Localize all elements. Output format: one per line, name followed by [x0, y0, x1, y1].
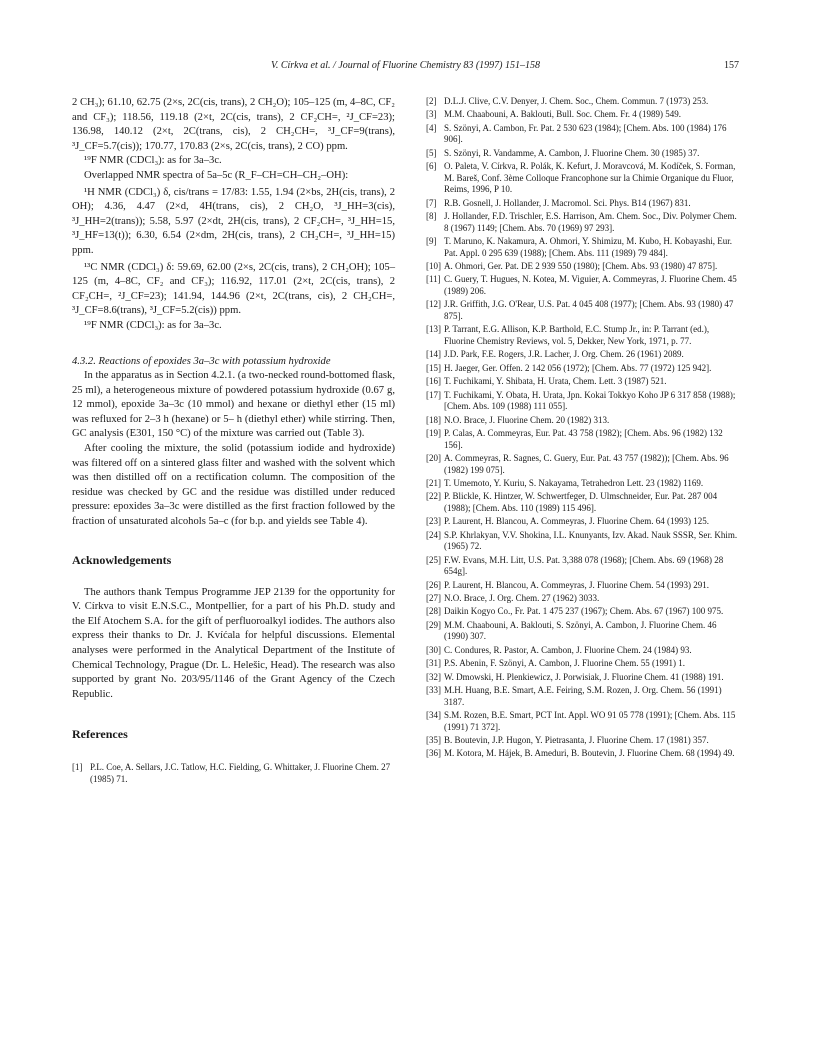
- running-title: V. Církva et al. / Journal of Fluorine Chemistry 83 (1997) 151–158: [271, 60, 540, 71]
- reference-number: [24]: [426, 529, 441, 540]
- left-column: [72, 96, 395, 786]
- f19-nmr-line-2: ¹⁹F NMR (CDCl₃): as for 3a–3c.: [84, 319, 222, 331]
- reference-number: [19]: [426, 427, 441, 438]
- reference-item: [426, 645, 739, 657]
- acknowledgements-text: The authors thank Tempus Programme JEP 2139 for the opportunity for V. Církva to visit E.N.S.C., Montpellier, for a part of his Ph.D. study and the Elf Atochem S.A. for the gift of perfluoroalkyl iodides. The authors also express their thanks to Dr. J. Kvíćala for helpful discussions. Elemental analyses were performed in the Analytical Department of the Institute of Chemical Technology, Prague (Dr. L. Helešic, Head). The research was also supported by grant No. 203/95/1146 of the Grant Agency of the Czech Republic.: [72, 586, 395, 700]
- page-number: 157: [724, 60, 739, 71]
- reference-item: [426, 349, 739, 361]
- reference-number: [30]: [426, 644, 441, 655]
- reference-number: [15]: [426, 362, 441, 373]
- reference-item: [426, 324, 739, 347]
- reference-item: [426, 672, 739, 684]
- reference-item: [426, 685, 739, 708]
- reference-text: P. Calas, A. Commeyras, Eur. Pat. 43 758 (1982); [Chem. Abs. 96 (1982) 132 156].: [444, 427, 723, 450]
- reference-text: P.S. Abenin, F. Szönyi, A. Cambon, J. Fluorine Chem. 55 (1991) 1.: [444, 658, 686, 669]
- reference-number: [7]: [426, 197, 437, 208]
- reference-text: S. Szönyi, R. Vandamme, A. Cambon, J. Fluorine Chem. 30 (1985) 37.: [444, 147, 700, 158]
- reference-text: P. Laurent, H. Blancou, A. Commeyras, J. Fluorine Chem. 64 (1993) 125.: [444, 516, 709, 527]
- reference-number: [3]: [426, 109, 437, 120]
- reference-number: [33]: [426, 685, 441, 696]
- reference-text: B. Boutevin, J.P. Hugon, Y. Pietrasanta, J. Fluorine Chem. 17 (1981) 357.: [444, 734, 709, 745]
- reference-item: [426, 390, 739, 413]
- c13-nmr-paragraph: ¹³C NMR (CDCl₃) δ: 59.69, 62.00 (2×s, 2C(cis, trans), 2 CH₂OH); 105–125 (m, 4–8C, CF₂ and CF₃); 116.92, 117.01 (2×t, 2C(cis, trans), 2 CF₂CH=, ²J_CF=23); 141.94, 144.96 (2×t, 2C(trans, cis), 2 CH₂CH=, ³J_CF=8.6(trans), ³J_CF=5.2(cis)) ppm.: [72, 261, 395, 317]
- reference-text: T. Fuchikami, Y. Shibata, H. Urata, Chem. Lett. 3 (1987) 521.: [444, 376, 667, 387]
- reference-number: [36]: [426, 748, 441, 759]
- reference-item: [426, 211, 739, 234]
- reference-item: [426, 593, 739, 605]
- reference-number: [20]: [426, 452, 441, 463]
- reference-number: [13]: [426, 324, 441, 335]
- reference-item: [426, 123, 739, 146]
- running-header: [72, 60, 739, 74]
- reference-text: N.O. Brace, J. Fluorine Chem. 20 (1982) 313.: [444, 414, 610, 425]
- reference-item: [426, 748, 739, 760]
- reference-number: [11]: [426, 274, 441, 285]
- reference-text: T. Fuchikami, Y. Obata, H. Urata, Jpn. Kokai Tokkyo Koho JP 6 317 858 (1988); [Chem. Abs. 109 (1988) 111 055].: [444, 389, 736, 412]
- reference-text: Daikin Kogyo Co., Fr. Pat. 1 475 237 (1967); Chem. Abs. 67 (1967) 100 975.: [444, 606, 724, 617]
- reference-item: [426, 428, 739, 451]
- reference-text: C. Guery, T. Hugues, N. Kotea, M. Viguier, A. Commeyras, J. Fluorine Chem. 45 (1989) 206.: [444, 274, 737, 297]
- reference-text: M.M. Chaabouni, A. Baklouti, S. Szönyi, A. Cambon, J. Fluorine Chem. 46 (1990) 307.: [444, 619, 717, 642]
- procedure-paragraph: In the apparatus as in Section 4.2.1. (a two-necked round-bottomed flask, 25 ml), a heterogeneous mixture of powdered potassium hydroxide (0.67 g, 12 mmol), epoxide 3a–3c (10 mmol) and hexane or diethyl ether (15 ml) was refluxed for 2–3 h (hexane) or 5– h (diethyl ether) while stirring. Then, GC analysis (E301, 150 °C) of the mixture was carried out (Table 3).: [72, 370, 395, 440]
- reference-text: W. Dmowski, H. Plenkiewicz, J. Porwisiak, J. Fluorine Chem. 41 (1988) 191.: [444, 671, 724, 682]
- reference-item: [426, 148, 739, 160]
- reference-item: [426, 261, 739, 273]
- reference-text: F.W. Evans, M.H. Litt, U.S. Pat. 3,388 078 (1968); [Chem. Abs. 69 (1968) 28 654g].: [444, 554, 724, 577]
- reference-number: [35]: [426, 734, 441, 745]
- reference-number: [21]: [426, 477, 441, 488]
- reference-text: M.H. Huang, B.E. Smart, A.E. Feiring, S.M. Rozen, J. Org. Chem. 56 (1991) 3187.: [444, 685, 722, 707]
- reference-item: [426, 363, 739, 375]
- reference-number: [29]: [426, 619, 441, 630]
- reference-number: [18]: [426, 414, 441, 425]
- reference-item: [426, 478, 739, 490]
- reference-text: S.P. Khrlakyan, V.V. Shokina, I.L. Knunyants, Izv. Akad. Nauk SSSR, Ser. Khim. (1965) 72.: [444, 529, 738, 552]
- reference-number: [16]: [426, 376, 441, 387]
- reference-item: [426, 491, 739, 514]
- reference-text: M. Kotora, M. Hájek, B. Ameduri, B. Boutevin, J. Fluorine Chem. 68 (1994) 49.: [444, 748, 735, 759]
- reference-item: [426, 620, 739, 643]
- reference-number: [27]: [426, 593, 441, 604]
- reference-item: [426, 198, 739, 210]
- reference-number: [31]: [426, 658, 441, 669]
- reference-text: C. Condures, R. Pastor, A. Cambon, J. Fluorine Chem. 24 (1984) 93.: [444, 644, 692, 655]
- reference-number: [6]: [426, 161, 437, 172]
- reference-number: [32]: [426, 671, 441, 682]
- references-column: [426, 96, 739, 762]
- reference-number: [5]: [426, 147, 437, 158]
- reference-item: [426, 299, 739, 322]
- reference-text: T. Umemoto, Y. Kuriu, S. Nakayama, Tetrahedron Lett. 23 (1982) 1169.: [444, 477, 704, 488]
- reference-number: [9]: [426, 236, 437, 247]
- acknowledgements-heading: Acknowledgements: [72, 552, 172, 567]
- reference-item: [426, 606, 739, 618]
- reference-number: [10]: [426, 261, 441, 272]
- overlapped-spectra-intro: Overlapped NMR spectra of 5a–5c (R_F–CH=CH–CH₂–OH):: [84, 169, 349, 181]
- reference-number: [22]: [426, 491, 441, 502]
- workup-paragraph: After cooling the mixture, the solid (potassium iodide and hydroxide) was filtered off on a sintered glass filter and washed with the solvent which was then distilled off on a rectification column. The composition of the residue was checked by GC and the residue was distilled under reduced pressure: epoxides 3a–3c were distilled as the first fraction followed by the fraction of unsaturated alcohols 5a–c (for b.p. and yields see Table 4).: [72, 443, 395, 528]
- reference-number: [34]: [426, 710, 441, 720]
- references-heading: References: [72, 727, 128, 742]
- reference-item: [426, 453, 739, 476]
- section-heading: 4.3.2. Reactions of epoxides 3a–3c with potassium hydroxide: [72, 355, 331, 367]
- reference-text: J.D. Park, F.E. Rogers, J.R. Lacher, J. Org. Chem. 26 (1961) 2089.: [444, 349, 684, 360]
- reference-number: [23]: [426, 516, 441, 527]
- reference-item: [426, 710, 739, 733]
- reference-item: [426, 516, 739, 528]
- f19-nmr-line: ¹⁹F NMR (CDCl₃): as for 3a–3c.: [84, 155, 222, 167]
- reference-item: [426, 580, 739, 592]
- reference-text: N.O. Brace, J. Org. Chem. 27 (1962) 3033.: [444, 593, 600, 604]
- reference-text: P.L. Coe, A. Sellars, J.C. Tatlow, H.C. Fielding, G. Whittaker, J. Fluorine Chem. 27 (1985) 71.: [90, 762, 391, 784]
- reference-item: [426, 555, 739, 578]
- reference-number: [14]: [426, 349, 441, 360]
- reference-number: [4]: [426, 122, 437, 133]
- reference-text: P. Laurent, H. Blancou, A. Commeyras, J. Fluorine Chem. 54 (1993) 291.: [444, 579, 709, 590]
- reference-item: [426, 415, 739, 427]
- reference-number: [26]: [426, 579, 441, 590]
- reference-text: M.M. Chaabouni, A. Baklouti, Bull. Soc. Chem. Fr. 4 (1989) 549.: [444, 109, 682, 120]
- reference-item: [426, 109, 739, 121]
- reference-text: O. Paleta, V. Církva, R. Polák, K. Kefurt, J. Moravcová, M. Kodíček, S. Forman, M. Bareš, Conf. 3ème Colloque Francophone sur la Chimie Organique du Fluor, Reims, 1996, P 10.: [444, 161, 736, 195]
- reference-item: [426, 658, 739, 670]
- reference-list: [426, 96, 739, 760]
- reference-text: P. Blickle, K. Hintzer, W. Schwertfeger, D. Ulmschneider, Eur. Pat. 287 004 (1988); [Chem. Abs. 110 (1989) 115 496].: [444, 491, 718, 513]
- reference-text: J.R. Griffith, J.G. O'Rear, U.S. Pat. 4 045 408 (1977); [Chem. Abs. 93 (1980) 47 875].: [444, 299, 734, 322]
- reference-item: [72, 762, 395, 785]
- reference-item: [426, 274, 739, 297]
- reference-number: [2]: [426, 96, 437, 106]
- reference-text: R.B. Gosnell, J. Hollander, J. Macromol. Sci. Phys. B14 (1967) 831.: [444, 197, 691, 208]
- reference-text: A. Ohmori, Ger. Pat. DE 2 939 550 (1980); [Chem. Abs. 93 (1980) 47 875].: [444, 261, 718, 272]
- reference-item: [426, 735, 739, 747]
- reference-text: S. Szönyi, A. Cambon, Fr. Pat. 2 530 623 (1984); [Chem. Abs. 100 (1984) 176 906].: [444, 122, 727, 145]
- reference-item: [426, 236, 739, 259]
- reference-text: A. Commeyras, R. Sagnes, C. Guery, Eur. Pat. 43 757 (1982)); [Chem. Abs. 96 (1982) 199 075].: [444, 452, 729, 475]
- reference-number: [25]: [426, 554, 441, 565]
- reference-number: [8]: [426, 211, 437, 222]
- reference-text: D.L.J. Clive, C.V. Denyer, J. Chem. Soc., Chem. Commun. 7 (1973) 253.: [444, 96, 709, 106]
- reference-text: J. Hollander, F.D. Trischler, E.S. Harrison, Am. Chem. Soc., Div. Polymer Chem. 8 (1967) 1149; [Chem. Abs. 70 (1969) 97 293].: [444, 211, 737, 233]
- reference-number: [12]: [426, 299, 441, 310]
- c13-nmr-continued: 2 CH₃); 61.10, 62.75 (2×s, 2C(cis, trans), 2 CH₂O); 105–125 (m, 4–8C, CF₂ and CF₃); 118.56, 119.18 (2×t, 2C(cis, trans), 2 CF₂CH=, ²J_CF=23); 136.98, 140.12 (2×t, 2C(trans, cis), 2 CH₂CH=, ³J_CF=9(trans), ³J_CF=5.7(cis)); 170.77, 170.83 (2×s, 2C(cis, trans), 2 CO) ppm.: [72, 97, 395, 152]
- reference-text: T. Maruno, K. Nakamura, A. Ohmori, Y. Shimizu, M. Kubo, H. Kobayashi, Eur. Pat. Appl. 0 295 639 (1988); [Chem. Abs. 111 (1989) 79 484].: [444, 236, 733, 258]
- reference-text: S.M. Rozen, B.E. Smart, PCT Int. Appl. WO 91 05 778 (1991); [Chem. Abs. 115 (1991) 71 372].: [444, 710, 736, 732]
- reference-item: [426, 530, 739, 553]
- reference-item: [426, 96, 739, 108]
- reference-number: [17]: [426, 389, 441, 400]
- reference-text: H. Jaeger, Ger. Offen. 2 142 056 (1972); [Chem. Abs. 77 (1972) 125 942].: [444, 362, 712, 373]
- reference-number: [1]: [72, 762, 83, 773]
- reference-text: P. Tarrant, E.G. Allison, K.P. Barthold, E.C. Stump Jr., in: P. Tarrant (ed.), Fluorine Chemistry Reviews, vol. 5, Dekker, New York, 1971, p. 77.: [444, 324, 710, 347]
- reference-number: [28]: [426, 606, 441, 617]
- h1-nmr-paragraph: ¹H NMR (CDCl₃) δ, cis/trans = 17/83: 1.55, 1.94 (2×bs, 2H(cis, trans), 2 OH); 4.36, 4.47 (2×d, 4H(trans, cis), 2 CH₂O, ³J_HH=3(cis), ³J_HH=2(trans)); 5.58, 5.97 (2×dt, 2H(cis, trans), 2 CF₂CH=, ³J_HH=15, ³J_HF=13(t)); 6.30, 6.54 (2×dm, 2H(cis, trans), 2 CH₂CH=, ³J_HH=15) ppm.: [72, 186, 395, 256]
- reference-item: [426, 161, 739, 196]
- reference-item: [426, 376, 739, 388]
